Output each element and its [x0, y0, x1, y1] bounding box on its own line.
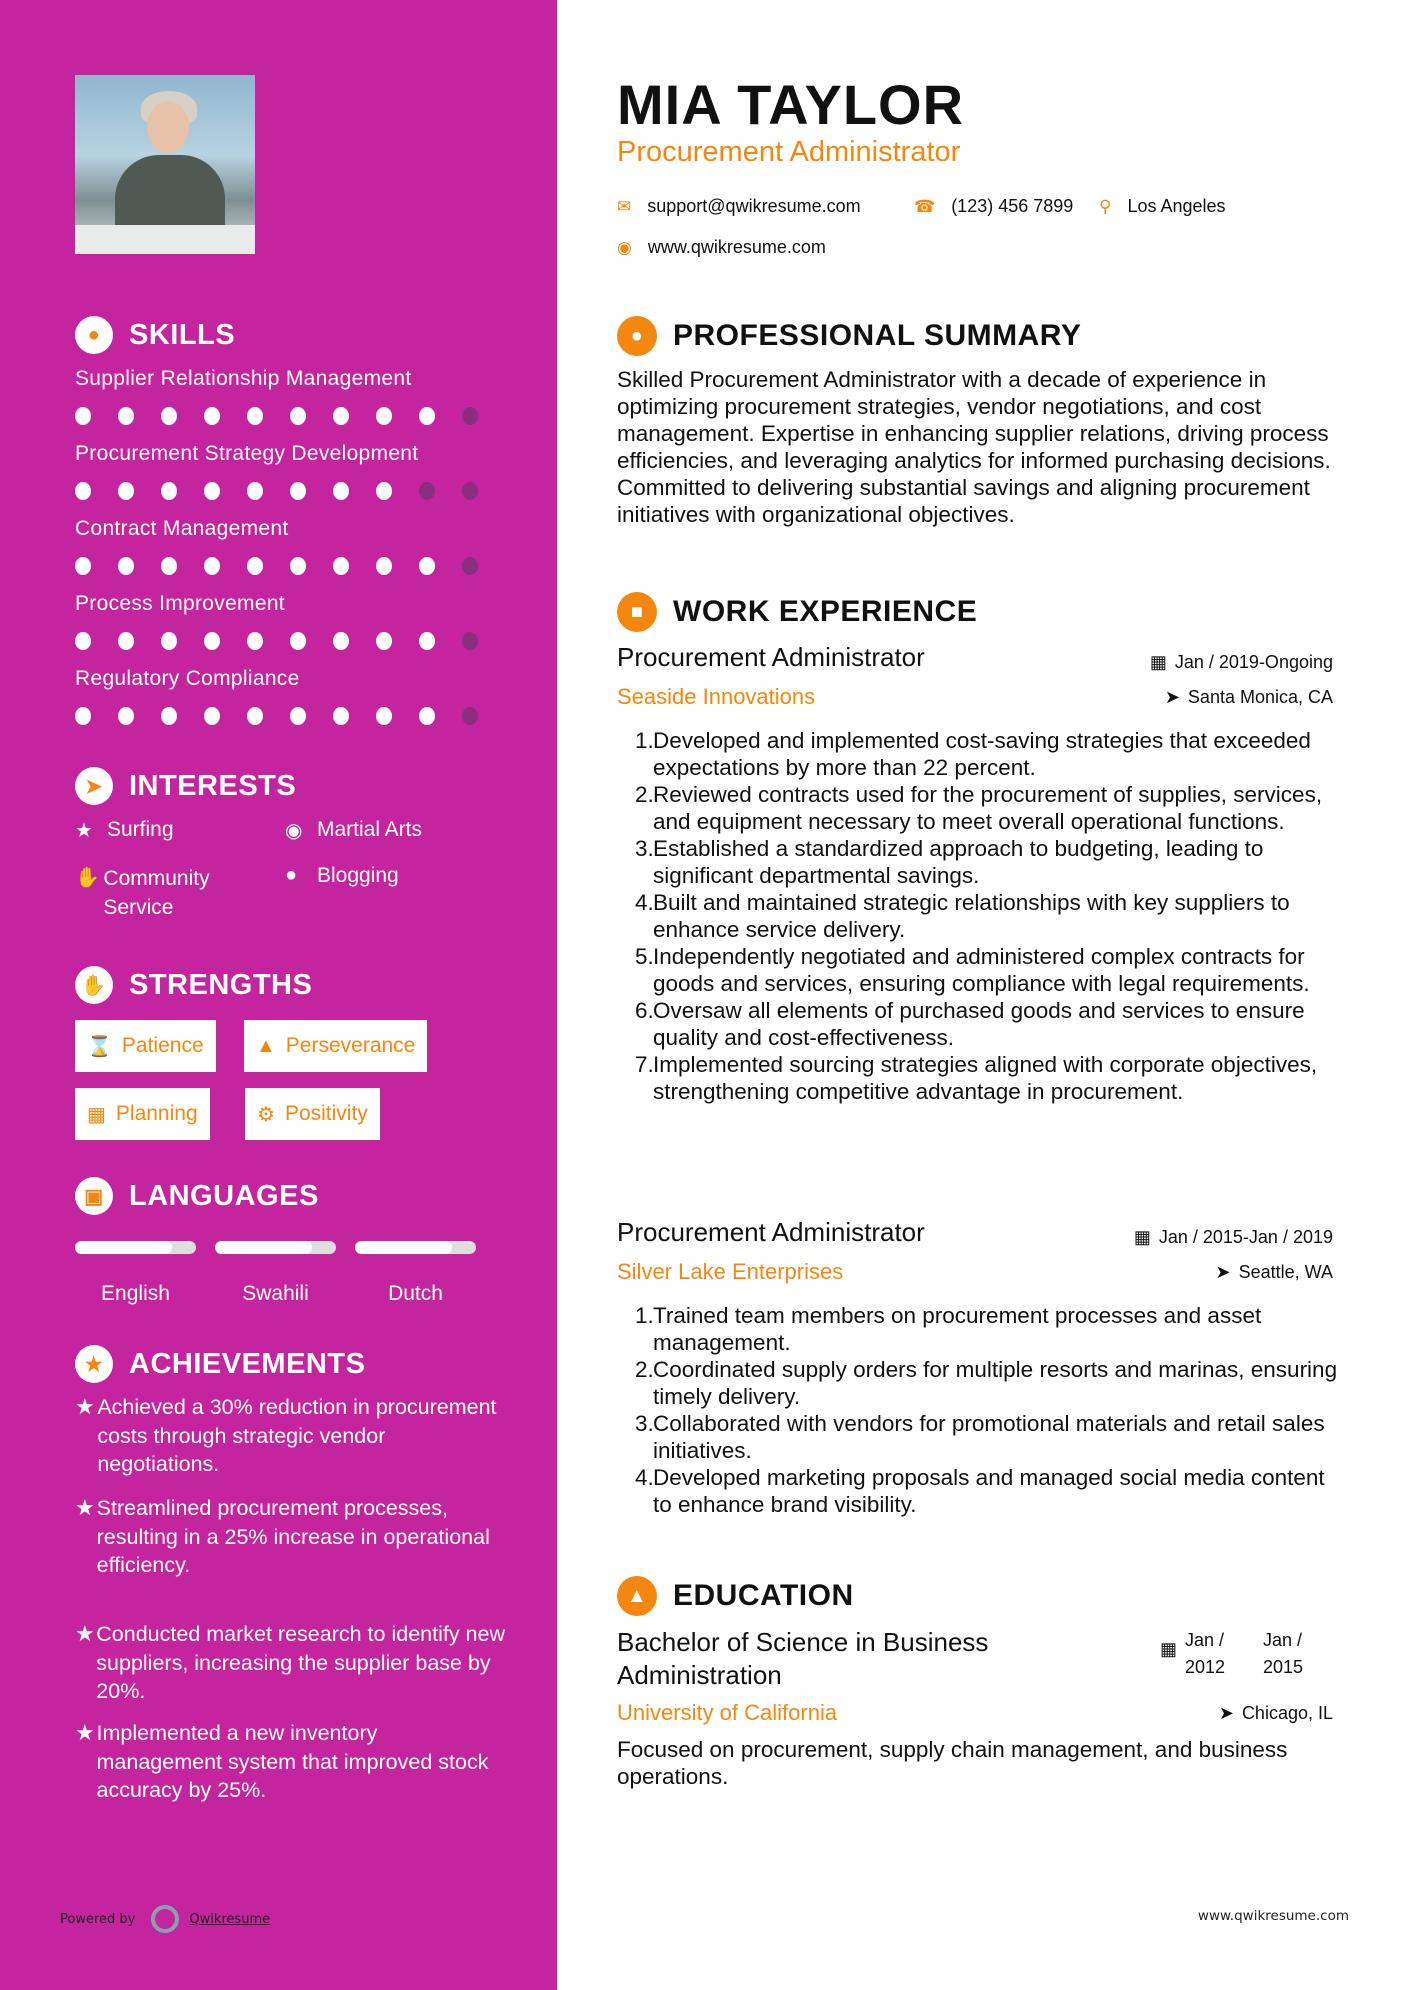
duty-number: 1. — [635, 728, 654, 753]
duty-item — [635, 889, 1340, 943]
job-duties — [635, 727, 1340, 1105]
fist-icon: ✋ — [75, 966, 113, 1004]
duty-item — [635, 835, 1340, 889]
skill-item — [75, 667, 505, 725]
trophy-icon: ★ — [75, 1345, 113, 1383]
achievement-item: ★ Streamlined procurement processes, resulting in a 25% increase in operational efficiency. — [75, 1494, 505, 1580]
footer-url[interactable]: www.qwikresume.com — [1197, 1908, 1349, 1924]
job-dates: ▦ Jan / 2019-Ongoing — [1149, 652, 1333, 672]
duty-number: 2. — [635, 782, 654, 807]
strength-badge: ▲ Perseverance — [244, 1020, 427, 1072]
skill-rating — [75, 557, 505, 575]
language-level-fill — [355, 1241, 452, 1254]
rating-dot — [376, 407, 392, 425]
rating-dot — [419, 557, 435, 575]
rating-dot — [204, 407, 220, 425]
office-chair-icon: ■ — [617, 592, 657, 632]
job-company: Seaside Innovations — [617, 684, 816, 709]
summary-heading: ● PROFESSIONAL SUMMARY — [617, 316, 1081, 356]
calendar-icon: ▦ — [1133, 1227, 1151, 1247]
rating-dot — [247, 407, 263, 425]
rating-dot — [376, 707, 392, 725]
rating-dot — [462, 632, 478, 650]
contact-phone: ☎ (123) 456 7899 — [914, 196, 1074, 216]
job-company: Silver Lake Enterprises — [617, 1259, 844, 1284]
duty-item — [635, 727, 1340, 781]
duty-number: 2. — [635, 1357, 654, 1382]
education-location: ➤ Chicago, IL — [1218, 1703, 1333, 1723]
strength-badge: ⚙ Positivity — [245, 1088, 380, 1140]
language-name: English — [101, 1282, 170, 1305]
rating-dot — [290, 707, 306, 725]
group-icon: ● — [285, 864, 298, 886]
rating-dot — [75, 482, 91, 500]
rating-dot — [118, 557, 134, 575]
rating-dot — [75, 707, 91, 725]
language-level-fill — [75, 1241, 172, 1254]
pin-icon: ➤ — [1215, 1262, 1231, 1282]
duty-text: Implemented sourcing strategies aligned with corporate objectives, strengthening competitive advantage in procurement. — [653, 1052, 1318, 1104]
achievements-heading: ★ ACHIEVEMENTS — [75, 1345, 365, 1383]
duty-item — [635, 1302, 1340, 1356]
rating-dot — [161, 557, 177, 575]
calendar-icon: ▦ — [87, 1103, 106, 1126]
translate-icon: ▣ — [75, 1177, 113, 1215]
experience-heading: ■ WORK EXPERIENCE — [617, 592, 977, 632]
phone-icon: ☎ — [914, 196, 936, 216]
language-level-bar — [355, 1241, 476, 1254]
map-pin-icon: ⚲ — [1099, 196, 1112, 216]
education-degree: Bachelor of Science in Business Administration — [617, 1627, 989, 1690]
rating-dot — [333, 632, 349, 650]
rating-dot — [161, 407, 177, 425]
education-description: Focused on procurement, supply chain management, and business operations. — [617, 1737, 1288, 1789]
envelope-icon: ✉ — [617, 196, 632, 216]
skill-item — [75, 442, 505, 500]
duty-text: Trained team members on procurement processes and asset management. — [653, 1303, 1262, 1355]
interest-item: ◉ Martial Arts — [285, 818, 423, 842]
skill-rating — [75, 407, 505, 425]
job-location: ➤ Seattle, WA — [1215, 1262, 1333, 1282]
duty-text: Reviewed contracts used for the procurement of supplies, services, and equipment necessary to meet overall operational functions. — [653, 782, 1323, 834]
strength-badge: ▦ Planning — [75, 1088, 210, 1140]
qwikresume-logo-icon — [151, 1905, 179, 1933]
rating-dot — [161, 632, 177, 650]
achievement-item: ★ Implemented a new inventory management system that improved stock accuracy by 25%. — [75, 1719, 505, 1805]
candidate-role: Procurement Administrator — [617, 136, 961, 168]
skill-item — [75, 367, 505, 425]
rating-dot — [290, 482, 306, 500]
skill-item — [75, 592, 505, 650]
stars-icon: ★ — [75, 1622, 95, 1647]
rating-dot — [419, 407, 435, 425]
duty-text: Developed marketing proposals and managed social media content to enhance brand visibility. — [653, 1465, 1325, 1517]
rating-dot — [376, 482, 392, 500]
language-name: Dutch — [388, 1282, 443, 1305]
skill-rating — [75, 707, 505, 725]
duty-text: Collaborated with vendors for promotional materials and retail sales initiatives. — [653, 1411, 1325, 1463]
duty-text: Established a standardized approach to budgeting, leading to significant departmental savings. — [653, 836, 1264, 888]
user-icon: ● — [617, 316, 657, 356]
skill-name: Contract Management — [75, 517, 289, 540]
skill-item — [75, 517, 505, 575]
skill-rating — [75, 632, 505, 650]
rating-dot — [204, 632, 220, 650]
rating-dot — [75, 632, 91, 650]
profile-photo — [75, 75, 255, 254]
duty-item — [635, 1410, 1340, 1464]
rating-dot — [462, 557, 478, 575]
duty-item — [635, 997, 1340, 1051]
rating-dot — [75, 407, 91, 425]
candidate-name: MIA TAYLOR — [617, 73, 965, 136]
star-icon: ★ — [75, 820, 93, 842]
skill-name: Supplier Relationship Management — [75, 367, 412, 390]
language-level-bar — [75, 1241, 196, 1254]
duty-text: Independently negotiated and administered complex contracts for goods and services, ensuring compliance with legal requirements. — [653, 944, 1310, 996]
paper-plane-icon: ➤ — [75, 767, 113, 805]
duty-number: 7. — [635, 1052, 654, 1077]
skill-name: Regulatory Compliance — [75, 667, 300, 690]
stars-icon: ★ — [75, 1496, 95, 1521]
summary-text: Skilled Procurement Administrator with a decade of experience in optimizing procurement strategies, vendor negotiations, and cost management. Expertise in enhancing supplier relations, driving process efficiencies, and leveraging analytics for informed purchasing decisions. Committed to delivering substantial savings and aligning procurement initiatives with organizational objectives. — [617, 367, 1331, 527]
duty-text: Oversaw all elements of purchased goods and services to ensure quality and cost-effectiveness. — [653, 998, 1305, 1050]
rating-dot — [204, 707, 220, 725]
duty-number: 3. — [635, 836, 654, 861]
mountain-icon: ▲ — [256, 1034, 276, 1057]
graduation-icon: ▲ — [617, 1576, 657, 1616]
rating-dot — [376, 632, 392, 650]
sidebar — [0, 0, 557, 1990]
duty-text: Built and maintained strategic relationships with key suppliers to enhance service delivery. — [653, 890, 1290, 942]
duty-item — [635, 781, 1340, 835]
rating-dot — [247, 707, 263, 725]
duty-item — [635, 1356, 1340, 1410]
rating-dot — [290, 632, 306, 650]
language-name: Swahili — [242, 1282, 309, 1305]
rating-dot — [161, 482, 177, 500]
language-item — [355, 1241, 476, 1306]
gear-icon: ⚙ — [257, 1103, 275, 1126]
rating-dot — [118, 482, 134, 500]
rating-dot — [247, 482, 263, 500]
rating-dot — [118, 707, 134, 725]
rating-dot — [247, 632, 263, 650]
rating-dot — [419, 632, 435, 650]
duty-item — [635, 1051, 1340, 1105]
interests-heading: ➤ INTERESTS — [75, 767, 296, 805]
rating-dot — [333, 707, 349, 725]
duty-text: Developed and implemented cost-saving strategies that exceeded expectations by more than 22 percent. — [653, 728, 1311, 780]
lightbulb-icon: ● — [75, 316, 113, 354]
duty-number: 3. — [635, 1411, 654, 1436]
rating-dot — [462, 482, 478, 500]
skill-rating — [75, 482, 505, 500]
rating-dot — [333, 482, 349, 500]
rating-dot — [333, 407, 349, 425]
job-duties — [635, 1302, 1340, 1518]
duty-number: 6. — [635, 998, 654, 1023]
job-title: Procurement Administrator — [617, 1217, 925, 1247]
rating-dot — [376, 557, 392, 575]
interest-item: ✋ Community Service — [75, 864, 265, 922]
skill-name: Procurement Strategy Development — [75, 442, 419, 465]
rating-dot — [419, 482, 435, 500]
rating-dot — [462, 707, 478, 725]
rating-dot — [247, 557, 263, 575]
pin-icon: ➤ — [1164, 687, 1180, 707]
powered-by: Powered by Qwikresume — [60, 1905, 270, 1933]
contact-location: ⚲ Los Angeles — [1099, 196, 1226, 216]
duty-item — [635, 1464, 1340, 1518]
language-level-bar — [215, 1241, 336, 1254]
education-dates: ▦ Jan / 2012 Jan / 2015 — [1160, 1627, 1321, 1681]
pin-icon: ➤ — [1218, 1703, 1234, 1723]
rating-dot — [462, 407, 478, 425]
calendar-icon: ▦ — [1149, 652, 1167, 672]
globe-icon: ◉ — [285, 820, 303, 842]
duty-number: 4. — [635, 890, 654, 915]
interest-item: ● Blogging — [285, 864, 399, 887]
job-title: Procurement Administrator — [617, 642, 925, 672]
calendar-icon: ▦ — [1160, 1639, 1178, 1659]
rating-dot — [419, 707, 435, 725]
language-item — [215, 1241, 336, 1306]
rating-dot — [118, 407, 134, 425]
education-school: University of California — [617, 1700, 838, 1725]
job-dates: ▦ Jan / 2015-Jan / 2019 — [1133, 1227, 1333, 1247]
duty-number: 4. — [635, 1465, 654, 1490]
rating-dot — [118, 632, 134, 650]
strength-badge: ⌛ Patience — [75, 1020, 216, 1072]
globe-icon: ◉ — [617, 237, 632, 257]
duty-number: 1. — [635, 1303, 654, 1328]
education-heading: ▲ EDUCATION — [617, 1576, 854, 1616]
stars-icon: ★ — [75, 1721, 95, 1746]
rating-dot — [290, 407, 306, 425]
stars-icon: ★ — [75, 1395, 95, 1420]
hand-icon: ✋ — [75, 867, 100, 889]
language-item — [75, 1241, 196, 1306]
skills-heading: ● SKILLS — [75, 316, 235, 354]
strengths-heading: ✋ STRENGTHS — [75, 966, 312, 1004]
rating-dot — [333, 557, 349, 575]
rating-dot — [204, 557, 220, 575]
hourglass-icon: ⌛ — [87, 1035, 112, 1058]
rating-dot — [290, 557, 306, 575]
achievement-item: ★ Achieved a 30% reduction in procurement costs through strategic vendor negotiations. — [75, 1393, 505, 1479]
contact-website[interactable]: ◉ www.qwikresume.com — [617, 237, 826, 257]
duty-text: Coordinated supply orders for multiple resorts and marinas, ensuring timely delivery. — [653, 1357, 1338, 1409]
languages-heading: ▣ LANGUAGES — [75, 1177, 319, 1215]
achievement-item: ★ Conducted market research to identify new suppliers, increasing the supplier base by 20%. — [75, 1620, 505, 1706]
rating-dot — [75, 557, 91, 575]
duty-item — [635, 943, 1340, 997]
job-location: ➤ Santa Monica, CA — [1164, 687, 1333, 707]
rating-dot — [204, 482, 220, 500]
language-level-fill — [215, 1241, 312, 1254]
qwikresume-link[interactable]: Qwikresume — [189, 1911, 271, 1927]
contact-email[interactable]: ✉ support@qwikresume.com — [617, 196, 861, 216]
rating-dot — [161, 707, 177, 725]
skill-name: Process Improvement — [75, 592, 285, 615]
duty-number: 5. — [635, 944, 654, 969]
interest-item: ★ Surfing — [75, 818, 174, 842]
